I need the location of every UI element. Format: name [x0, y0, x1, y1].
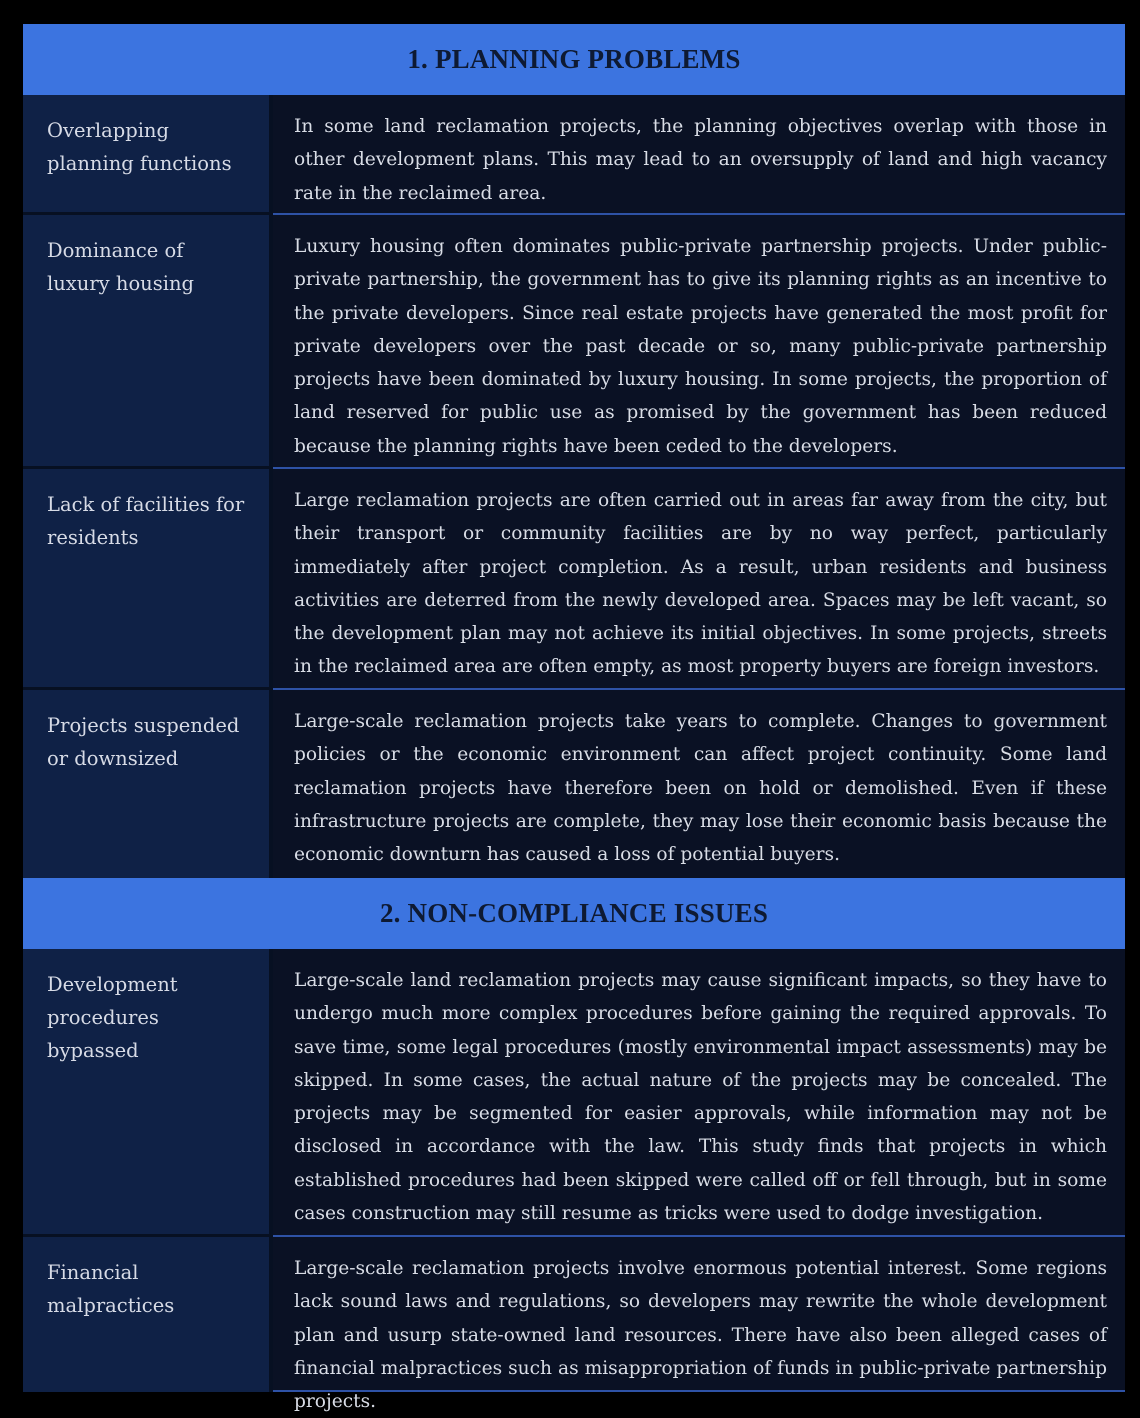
- row-description: Large-scale reclamation projects involve enormous potential interest. Some regions lack sound laws and regulations, so developers may rewrite the whole development plan and usurp state-owned land resources. There have also been alleged cases of financial malpractices such as misappropriation of funds in public-private partnership projects.: [273, 1237, 1125, 1392]
- row-label: Projects suspended or downsized: [23, 690, 269, 878]
- row-label: Lack of facilities for residents: [23, 469, 269, 690]
- section-header-non-compliance-issues: [23, 878, 1125, 949]
- row-description: Large reclamation projects are often carried out in areas far away from the city, but their transport or community facilities are by no way perfect, particularly immediately after project completion. As a result, urban residents and business activities are deterred from the newly developed area. Spaces may be left vacant, so the development plan may not achieve its initial objectives. In some projects, streets in the reclaimed area are often empty, as most property buyers are foreign investors.: [273, 469, 1125, 690]
- table-row-overlapping-planning: [23, 95, 1125, 215]
- row-description: Luxury housing often dominates public-private partnership projects. Under public-private partnership, the government has to give its planning rights as an incentive to the private developers. Since real estate projects have generated the most profit for private developers over the past decade or so, many public-private partnership projects have been dominated by luxury housing. In some projects, the proportion of land reserved for public use as promised by the government has been reduced because the planning rights have been ceded to the developers.: [273, 215, 1125, 469]
- row-description: Large-scale land reclamation projects may cause significant impacts, so they have to undergo much more complex procedures before gaining the required approvals. To save time, some legal procedures (mostly environmental impact assessments) may be skipped. In some cases, the actual nature of the projects may be concealed. The projects may be segmented for easier approvals, while information may not be disclosed in accordance with the law. This study finds that projects in which established procedures had been skipped were called off or fell through, but in some cases construction may still resume as tricks were used to dodge investigation.: [273, 949, 1125, 1237]
- section-title: 2. NON-COMPLIANCE ISSUES: [379, 898, 769, 928]
- row-label: Dominance of luxury housing: [23, 215, 269, 469]
- row-label: Financial malpractices: [23, 1237, 269, 1392]
- table-row-procedures-bypassed: [23, 949, 1125, 1237]
- row-description: Large-scale reclamation projects take years to complete. Changes to government policies or the economic environment can affect project continuity. Some land reclamation projects have therefore been on hold or demolished. Even if these infrastructure projects are complete, they may lose their economic basis because the economic downturn has caused a loss of potential buyers.: [273, 690, 1125, 878]
- table-row-lack-of-facilities: [23, 469, 1125, 690]
- row-label: Overlapping planning functions: [23, 95, 269, 215]
- section-header-planning-problems: [23, 24, 1125, 95]
- row-label: Development procedures bypassed: [23, 949, 269, 1237]
- issues-table: [23, 24, 1125, 1413]
- table-row-financial-malpractices: [23, 1237, 1125, 1413]
- table-row-projects-suspended: [23, 690, 1125, 878]
- table-row-luxury-housing: [23, 215, 1125, 469]
- row-description: In some land reclamation projects, the planning objectives overlap with those in other development plans. This may lead to an oversupply of land and high vacancy rate in the reclaimed area.: [273, 95, 1125, 215]
- section-title: 1. PLANNING PROBLEMS: [407, 44, 741, 74]
